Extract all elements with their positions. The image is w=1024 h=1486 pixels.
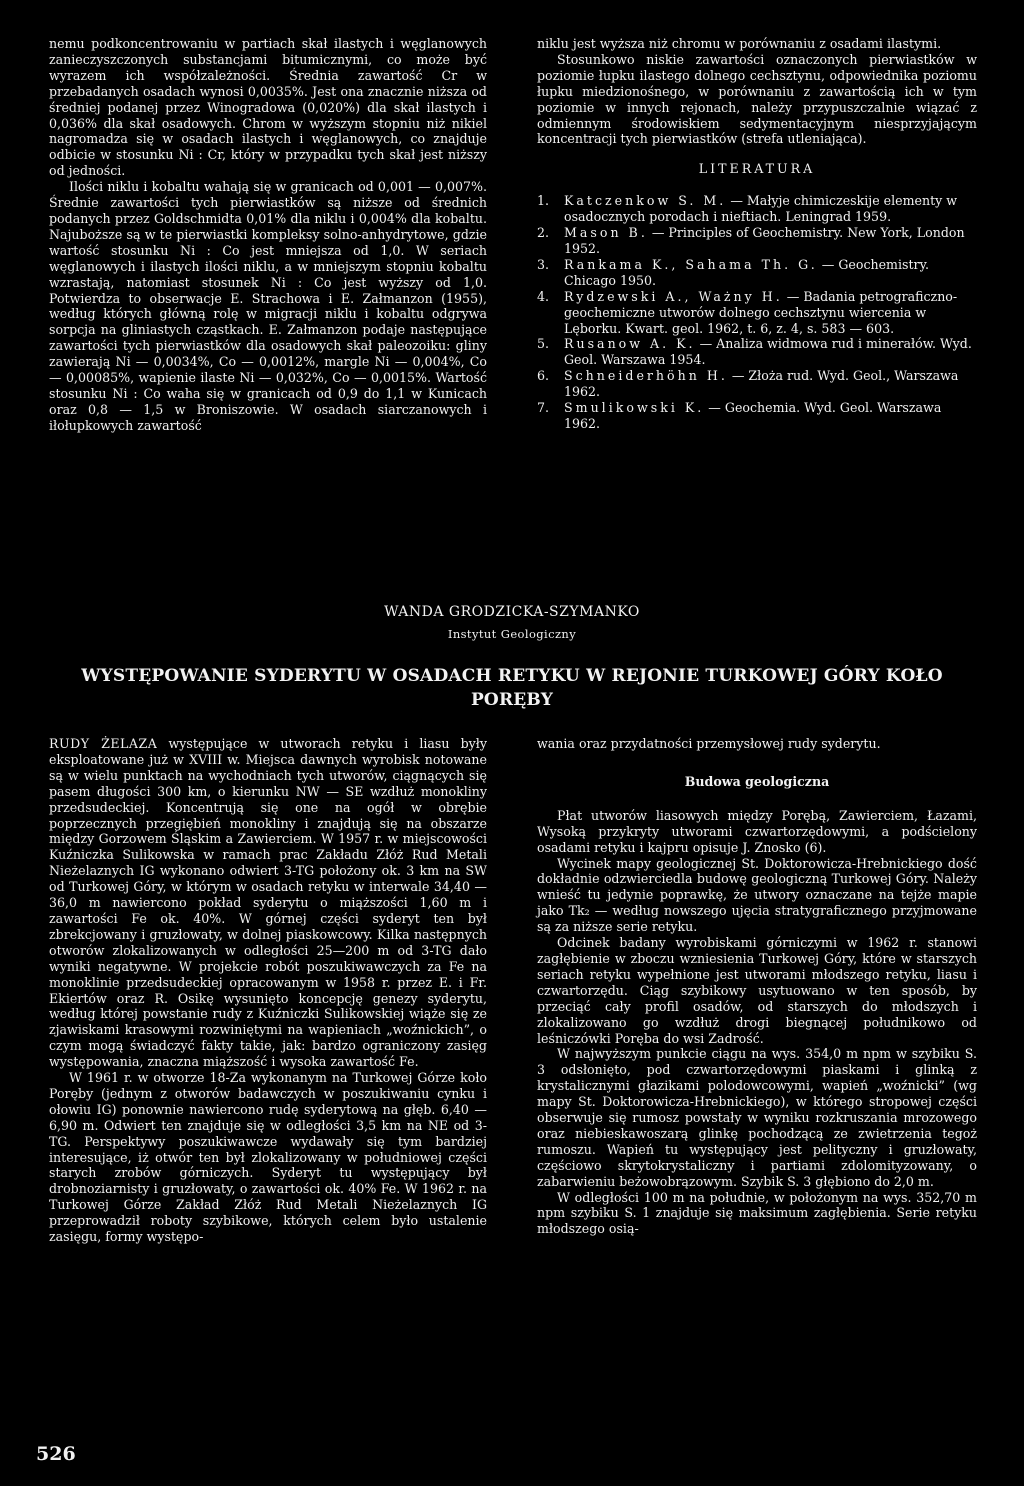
paragraph: W 1961 r. w otworze 18-Za wykonanym na Turkowej Górze koło Poręby (jednym z otworów badawczych w poszukiwaniu cynku i ołowiu IG) ponownie nawiercono rudę syderytową na głęb. 6,40 — 6,90 m. Odwiert ten znajduje się w odległości 3,5 km na NE od 3-TG. Perspektywy poszukiwawcze wydawały się tym bardziej interesujące, iż otwór ten był zlokalizowany w południowej części starych zrobów górniczych. Syderyt tu występujący był drobnoziarnisty i gruzłowaty, o zawartości ok. 40% Fe. W 1962 r. na Turkowej Górze Zakład Złóż Rud Metali Nieżelaznych IG przeprowadził roboty szybikowe, których celem było ustalenie zasięgu, formy występo- bbox=[49, 1070, 487, 1245]
paragraph: niklu jest wyższa niż chromu w porównaniu z osadami ilastymi. bbox=[537, 36, 942, 51]
reference-author: Smulikowski K. bbox=[564, 400, 705, 416]
paragraph: Płat utworów liasowych między Porębą, Zawierciem, Łazami, Wysoką przykryty utworami czwartorzędowymi, a podścielony osadami retyku i kajpru opisuje J. Znosko (6). bbox=[537, 807, 977, 855]
reference-item bbox=[537, 257, 977, 289]
reference-item bbox=[537, 289, 977, 337]
paragraph: W odległości 100 m na południe, w położonym na wys. 352,70 m npm szybiku S. 1 znajduje się maksimum zagłębienia. Serie retyku młodszego osią- bbox=[537, 1189, 977, 1237]
page-number: 526 bbox=[36, 1443, 76, 1465]
paragraph bbox=[49, 736, 487, 1070]
paragraph: Stosunkowo niskie zawartości oznaczonych pierwiastków w poziomie łupku ilastego dolnego cechsztynu, odpowiednika poziomu łupku miedzionośnego, w porównaniu z zawartością ich w tym poziomie w innych rejonach, należy przypuszczalnie wiązać z odmiennym środowiskiem sedymentacyjnym niesprzyjającym koncentracji tych pierwiastków (strefa utleniająca). bbox=[537, 51, 977, 147]
reference-text: — Geochemia. Wyd. Geol. Warszawa 1962. bbox=[564, 400, 942, 431]
reference-text: — Złoża rud. Wyd. Geol., Warszawa 1962. bbox=[564, 368, 959, 400]
paragraph-text: występujące w utworach retyku i liasu były eksploatowane już w XVIII w. Miejsca dawnych wyrobisk notowane są w wielu punktach na wychodniach tych utworów, ciągnących się pasem długości 300 km, o kierunku NW — SE wzdłuż monokliny przedsudeckiej. Koncentrują się one na ogół w obrębie poprzecznych przegiębień monokliny i znajdują się na obszarze między Gorzowem Śląskim a Zawierciem. W 1957 r. w miejscowości Kuźniczka Sulikowska w ramach prac Zakładu Złóż Rud Metali Nieżelaznych IG wykonano odwiert 3-TG położony ok. 3 km na SW od Turkowej Góry, w którym w osadach retyku w interwale 34,40 — 36,0 m nawiercono pokład syderytu o miąższości 1,60 m i zawartości Fe ok. 40%. W górnej części syderyt ten był zbrekcjowany i gruzłowaty, w dolnej piaskowcowy. Kilka następnych otworów zlokalizowanych w odległości 25—200 m od 3-TG dało wyniki negatywne. W projekcie robót poszukiwawczych za Fe na monoklinie przedsudeckiej opracowanym w 1958 r. przez E. i Fr. Ekiertów oraz R. Osikę wysunięto koncepcję genezy syderytu, według której powstanie rudy z Kuźniczki Sulikowskiej wiąże się ze zjawiskami krasowymi rozwiniętymi na wapieniach „woźnickich”, o czym mogą świadczyć fakty takie, jak: bardzo ograniczony zasięg występowania, znaczna miąższość i wysoka zawartość Fe. bbox=[49, 736, 487, 1070]
article-author: WANDA GRODZICKA-SZYMANKO bbox=[384, 604, 640, 620]
reference-item bbox=[537, 400, 977, 432]
reference-number: 4. bbox=[537, 288, 550, 304]
bottom-left-column bbox=[49, 736, 487, 1245]
article-title: WYSTĘPOWANIE SYDERYTU W OSADACH RETYKU W REJONIE TURKOWEJ GÓRY KOŁO PORĘBY bbox=[81, 666, 943, 710]
reference-number: 7. bbox=[537, 400, 550, 416]
reference-item bbox=[537, 368, 977, 400]
reference-author: Rydzewski A., Ważny H. bbox=[564, 288, 783, 304]
reference-number: 6. bbox=[537, 368, 550, 384]
reference-number: 3. bbox=[537, 256, 550, 272]
reference-number: 1. bbox=[537, 193, 550, 209]
reference-author: Katczenkow S. M. bbox=[564, 193, 727, 209]
top-right-column bbox=[537, 36, 977, 432]
paragraph: Ilości niklu i kobaltu wahają się w granicach od 0,001 — 0,007%. Średnie zawartości tych pierwiastków są niższe od średnich podanych przez Goldschmidta 0,01% dla niklu i 0,004% dla kobaltu. Najuboższe są w te pierwiastki kompleksy solno-anhydrytowe, gdzie wartość stosunku Ni : Co jest mniejsza od 1,0. W seriach węglanowych i ilastych ilości niklu, a w mniejszym stopniu kobaltu wzrastają, natomiast stosunek Ni : Co jest wyższy od 1,0. Potwierdza to obserwacje E. Strachowa i E. Załmanzon (1955), według których główną rolę w migracji niklu i kobaltu odgrywa sorpcja na gliniastych cząstkach. E. Załmanzon podaje następujące zawartości tych pierwiastków dla osadowych skał paleozoiku: gliny zawierają Ni — 0,0034%, Co — 0,0012%, margle Ni — 0,004%, Co — 0,00085%, wapienie ilaste Ni — 0,032%, Co — 0,0015%. Wartość stosunku Ni : Co waha się w granicach od 0,9 do 1,1 w Kunicach oraz 0,8 — 1,5 w Broniszowie. W osadach siarczanowych i iłołupkowych zawartość bbox=[49, 179, 487, 433]
lead-word: RUDY ŻELAZA bbox=[49, 736, 158, 751]
paragraph: nemu podkoncentrowaniu w partiach skał ilastych i węglanowych zanieczyszczonych substancjami bitumicznymi, co może być wyrazem ich współzależności. Średnia zawartość Cr w przebadanych osadach wynosi 0,0035%. Jest ona znacznie niższa od średniej podanej przez Winogradowa (0,020%) dla skał ilastych i 0,036% dla skał osadowych. Chrom w wyższym stopniu niż nikiel nagromadza się w osadach ilastych i węglanowych, co znajduje odbicie w stosunku Ni : Cr, który w przypadku tych skał jest niższy od jedności. bbox=[49, 36, 487, 179]
article-institute: Instytut Geologiczny bbox=[447, 627, 577, 641]
reference-text: — Principles of Geochemistry. New York, London 1952. bbox=[564, 225, 965, 256]
reference-text: — Analiza widmowa rud i minerałów. Wyd. Geol. Warszawa 1954. bbox=[564, 336, 972, 368]
bottom-right-column bbox=[537, 736, 977, 1237]
reference-number: 5. bbox=[537, 336, 550, 352]
top-left-column bbox=[49, 36, 487, 434]
reference-list bbox=[537, 193, 977, 432]
reference-author: Schneiderhöhn H. bbox=[564, 368, 728, 384]
paragraph: Odcinek badany wyrobiskami górniczymi w 1962 r. stanowi zagłębienie w zboczu wzniesienia Turkowej Góry, które w starszych seriach retyku wypełnione jest utworami młodszego retyku, liasu i czwartorzędu. Ciąg szybikowy usytuowano w ten sposób, by przeciąć cały profil osadów, od starszych do młodszych i zlokalizowano go wzdłuż drogi biegnącej południkowo od leśniczówki Poręba do wsi Zadrość. bbox=[537, 935, 977, 1046]
reference-text: — Małyje chimiczeskije elementy w osadocznych porodach i nieftiach. Leningrad 1959. bbox=[564, 193, 958, 225]
reference-text: — Badania petrograficzno-geochemiczne utworów dolnego cechsztynu wiercenia w Lęborku. Kwart. geol. 1962, t. 6, z. 4, s. 583 — 603. bbox=[564, 288, 958, 336]
reference-author: Mason B. bbox=[564, 225, 648, 241]
reference-item bbox=[537, 225, 977, 257]
reference-text: — Geochemistry. Chicago 1950. bbox=[564, 256, 930, 288]
reference-number: 2. bbox=[537, 225, 550, 241]
reference-item bbox=[537, 336, 977, 368]
reference-item bbox=[537, 193, 977, 225]
reference-author: Rankama K., Sahama Th. G. bbox=[564, 256, 818, 272]
paragraph: W najwyższym punkcie ciągu na wys. 354,0 m npm w szybiku S. 3 odsłonięto, pod czwartorzędowymi piaskami i glinką z krystalicznymi głazikami polodowcowymi, wapień „woźnicki” (wg mapy St. Doktorowicza-Hrebnickiego), w którego stropowej części obserwuje się rumosz powstały w wyniku rozkruszania mrozowego oraz niebieskawoszarą glinkę pochodzącą ze zwietrzenia tegoż rumoszu. Wapień tu występujący jest pelityczny i gruzłowaty, częściowo skrytokrystaliczny i partiami zdolomityzowany, o zabarwieniu beżowobrązowym. Szybik S. 3 głębiono do 2,0 m. bbox=[537, 1046, 977, 1189]
paragraph: Wycinek mapy geologicznej St. Doktorowicza-Hrebnickiego dość dokładnie odzwierciedla budowę geologiczną Turkowej Góry. Należy wnieść tu jedynie poprawkę, że utwory oznaczane na tejże mapie jako Tk₂ — według nowszego ujęcia stratygraficznego przyjmowane są za niższe serie retyku. bbox=[537, 855, 977, 935]
literature-heading: LITERATURA bbox=[698, 161, 816, 177]
section-heading: Budowa geologiczna bbox=[684, 773, 830, 789]
paragraph: wania oraz przydatności przemysłowej rudy syderytu. bbox=[537, 736, 881, 751]
reference-author: Rusanow A. K. bbox=[564, 336, 696, 352]
